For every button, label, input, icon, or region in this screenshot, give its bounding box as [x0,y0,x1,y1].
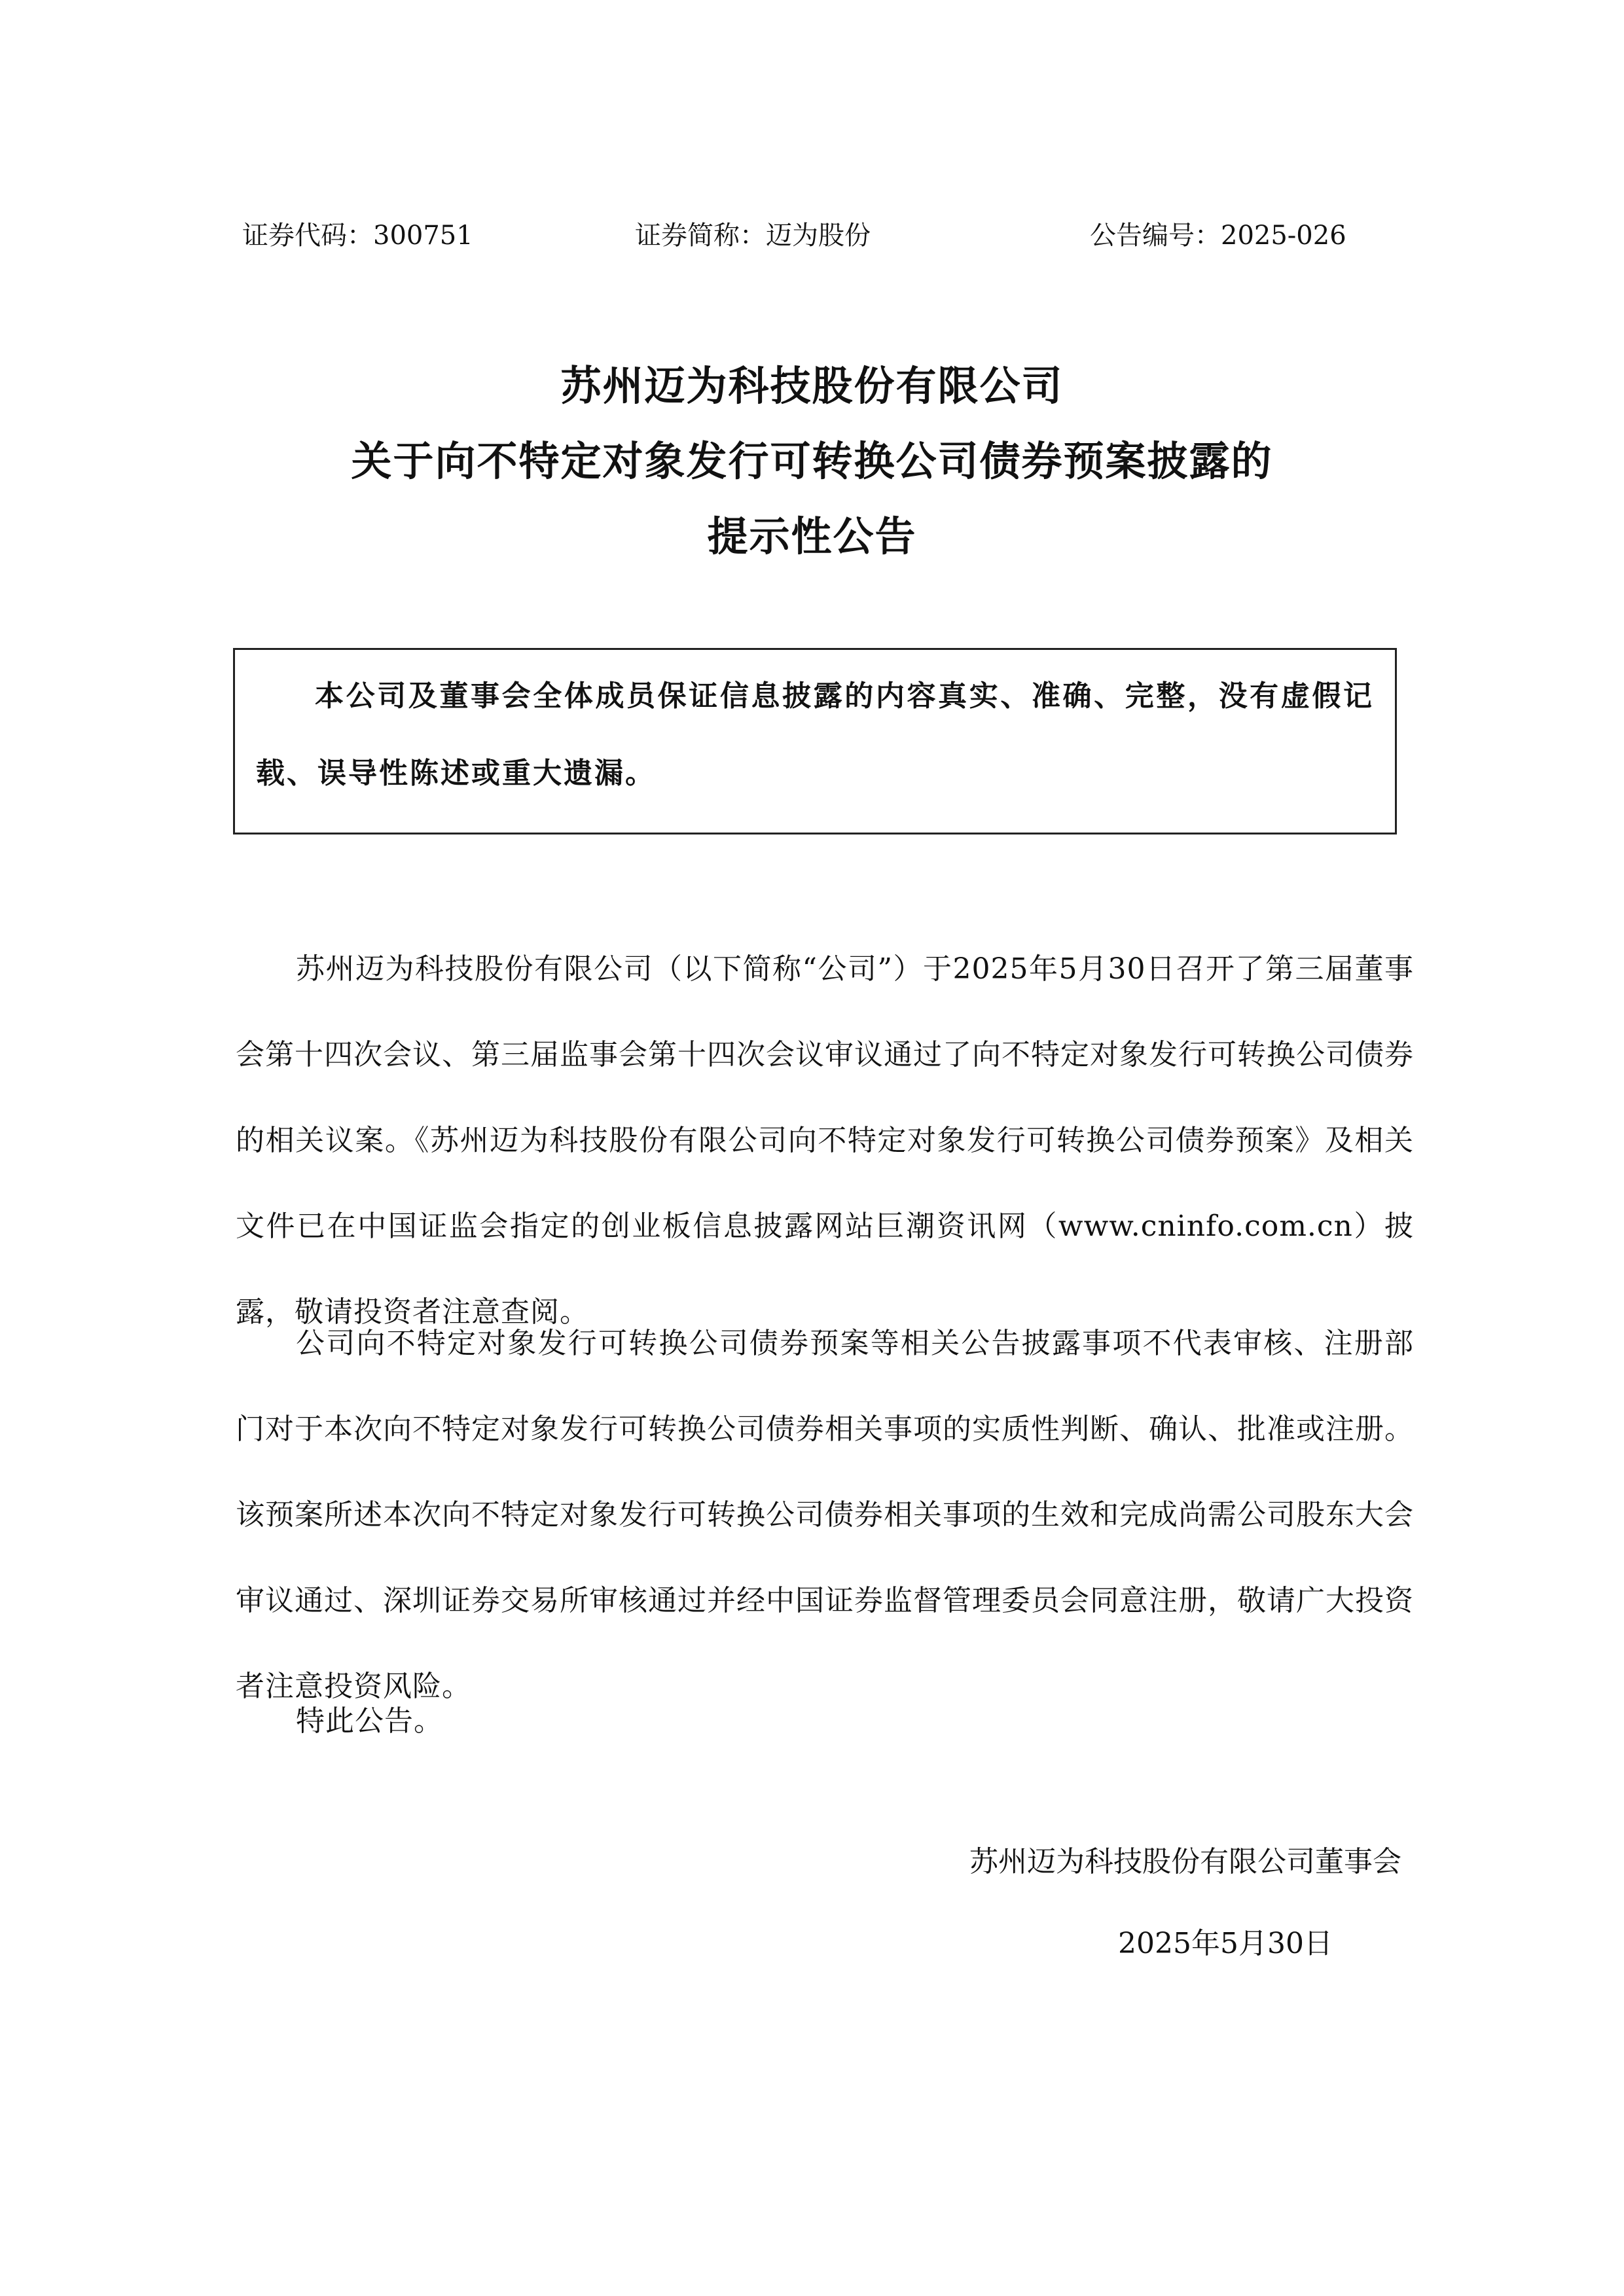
stock-abbreviation: 证券简称：迈为股份 [635,221,871,251]
disclaimer-text: 本公司及董事会全体成员保证信息披露的内容真实、准确、完整，没有虚假记载、误导性陈述或重大遗漏。 [256,679,1374,790]
notice-number: 公告编号：2025-026 [1090,221,1346,251]
document-header [236,213,1394,259]
paragraph-text: 苏州迈为科技股份有限公司（以下简称“公司”）于2025年5月30日召开了第三届董事会第十四次会议、第三届监事会第十四次会议审议通过了向不特定对象发行可转换公司债券的相关议案。《苏州迈为科技股份有限公司向不特定对象发行可转换公司债券预案》及相关文件已在中国证监会指定的创业板信息披露网站巨潮资讯网（www.cninfo.com.cn）披露，敬请投资者注意查阅。 [236,952,1414,1329]
body-paragraph-2 [236,1300,1414,1729]
paragraph-text: 特此公告。 [296,1704,443,1738]
signature-company: 苏州迈为科技股份有限公司董事会 [969,1845,1401,1878]
disclaimer-box [233,648,1397,834]
title-type: 提示性公告 [707,512,917,560]
body-paragraph-1 [236,926,1414,1355]
title-subject: 关于向不特定对象发行可转换公司债券预案披露的 [351,437,1273,485]
body-paragraph-3 [236,1678,1414,1764]
signature-date: 2025年5月30日 [1118,1927,1333,1960]
paragraph-text: 公司向不特定对象发行可转换公司债券预案等相关公告披露事项不代表审核、注册部门对于本次向不特定对象发行可转换公司债券相关事项的实质性判断、确认、批准或注册。该预案所述本次向不特定对象发行可转换公司债券相关事项的生效和完成尚需公司股东大会审议通过、深圳证券交易所审核通过并经中国证券监督管理委员会同意注册，敬请广大投资者注意投资风险。 [236,1327,1414,1703]
title-company: 苏州迈为科技股份有限公司 [560,362,1064,410]
stock-code: 证券代码：300751 [242,221,473,251]
